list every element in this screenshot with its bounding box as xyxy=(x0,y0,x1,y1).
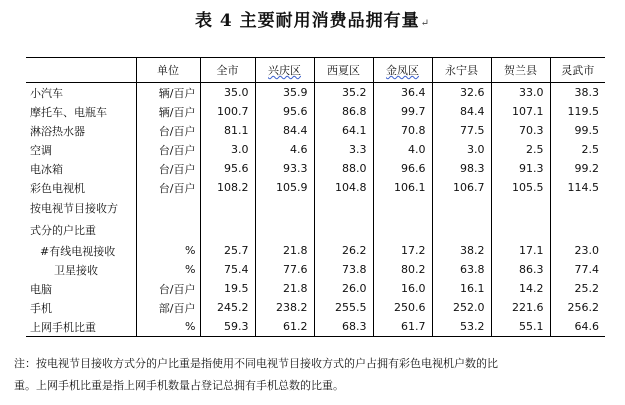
row-value: 80.2 xyxy=(373,260,432,279)
row-value: 55.1 xyxy=(491,317,550,337)
row-item-label: 小汽车 xyxy=(30,86,63,100)
empty-cell xyxy=(432,219,491,241)
header-unit: 单位 xyxy=(136,58,200,83)
table-title-text: 表 4 主要耐用消费品拥有量 xyxy=(194,11,420,31)
row-item-label: 摩托车、电瓶车 xyxy=(30,105,107,119)
row-value: 107.1 xyxy=(491,102,550,121)
row-value: 95.6 xyxy=(200,159,255,178)
row-value: 99.2 xyxy=(550,159,605,178)
row-value: 70.3 xyxy=(491,121,550,140)
row-value: 32.6 xyxy=(432,83,491,103)
table-row xyxy=(26,178,605,197)
row-value: 3.0 xyxy=(432,140,491,159)
row-value: 84.4 xyxy=(255,121,314,140)
row-value: 88.0 xyxy=(314,159,373,178)
row-value: 75.4 xyxy=(200,260,255,279)
empty-cell xyxy=(373,197,432,219)
table-row xyxy=(26,121,605,140)
row-value: 108.2 xyxy=(200,178,255,197)
row-value: 81.1 xyxy=(200,121,255,140)
row-value: 91.3 xyxy=(491,159,550,178)
row-item-label: 电冰箱 xyxy=(30,162,63,176)
empty-cell xyxy=(255,197,314,219)
row-value: 3.3 xyxy=(314,140,373,159)
row-value: 250.6 xyxy=(373,298,432,317)
row-value: 86.3 xyxy=(491,260,550,279)
category-label: 式分的户比重 xyxy=(30,224,96,237)
empty-cell xyxy=(550,197,605,219)
table-row xyxy=(26,260,605,279)
row-value: 26.2 xyxy=(314,241,373,260)
empty-cell xyxy=(255,219,314,241)
row-value: 63.8 xyxy=(432,260,491,279)
row-value: 17.1 xyxy=(491,241,550,260)
empty-cell xyxy=(200,197,255,219)
row-value: 68.3 xyxy=(314,317,373,337)
row-value: 98.3 xyxy=(432,159,491,178)
row-unit: % xyxy=(136,241,200,260)
row-value: 70.8 xyxy=(373,121,432,140)
row-value: 38.3 xyxy=(550,83,605,103)
table-row xyxy=(26,317,605,337)
row-value: 255.5 xyxy=(314,298,373,317)
row-value: 3.0 xyxy=(200,140,255,159)
row-value: 16.1 xyxy=(432,279,491,298)
row-item-label: 电脑 xyxy=(30,282,52,296)
consumer-goods-table xyxy=(26,57,605,337)
row-item-label: 彩色电视机 xyxy=(30,181,85,195)
table-row xyxy=(26,102,605,121)
row-value: 105.5 xyxy=(491,178,550,197)
row-value: 256.2 xyxy=(550,298,605,317)
row-unit: 台/百户 xyxy=(136,121,200,140)
header-helan: 贺兰县 xyxy=(491,58,550,83)
header-xingqing: 兴庆区 xyxy=(255,58,314,83)
row-value: 4.6 xyxy=(255,140,314,159)
empty-cell xyxy=(314,219,373,241)
empty-cell xyxy=(432,197,491,219)
row-value: 2.5 xyxy=(550,140,605,159)
row-value: 77.6 xyxy=(255,260,314,279)
row-item-label: 上网手机比重 xyxy=(26,317,136,337)
row-value: 238.2 xyxy=(255,298,314,317)
row-value: 35.9 xyxy=(255,83,314,103)
empty-cell xyxy=(200,219,255,241)
table-row xyxy=(26,159,605,178)
row-value: 95.6 xyxy=(255,102,314,121)
row-value: 99.7 xyxy=(373,102,432,121)
row-value: 16.0 xyxy=(373,279,432,298)
table-row xyxy=(26,241,605,260)
row-value: 2.5 xyxy=(491,140,550,159)
row-unit: 台/百户 xyxy=(136,140,200,159)
category-label: 按电视节目接收方 xyxy=(30,202,118,215)
row-unit: % xyxy=(136,260,200,279)
row-value: 14.2 xyxy=(491,279,550,298)
row-value: 119.5 xyxy=(550,102,605,121)
row-value: 4.0 xyxy=(373,140,432,159)
row-value: 36.4 xyxy=(373,83,432,103)
row-value: 61.2 xyxy=(255,317,314,337)
row-value: 35.0 xyxy=(200,83,255,103)
table-row xyxy=(26,298,605,317)
row-value: 61.7 xyxy=(373,317,432,337)
row-value: 221.6 xyxy=(491,298,550,317)
row-unit: 辆/百户 xyxy=(136,83,200,103)
row-value: 35.2 xyxy=(314,83,373,103)
row-value: 106.1 xyxy=(373,178,432,197)
row-unit: 部/百户 xyxy=(136,298,200,317)
return-mark: ↵ xyxy=(420,18,431,29)
row-value: 23.0 xyxy=(550,241,605,260)
row-value: 17.2 xyxy=(373,241,432,260)
row-value: 114.5 xyxy=(550,178,605,197)
empty-cell xyxy=(136,219,200,241)
footnote xyxy=(14,353,614,397)
row-value: 26.0 xyxy=(314,279,373,298)
table-row xyxy=(26,279,605,298)
table-title xyxy=(0,6,625,31)
category-row xyxy=(26,197,605,219)
row-value: 93.3 xyxy=(255,159,314,178)
empty-cell xyxy=(491,219,550,241)
row-value: 100.7 xyxy=(200,102,255,121)
row-value: 99.5 xyxy=(550,121,605,140)
row-unit: % xyxy=(136,317,200,337)
row-value: 33.0 xyxy=(491,83,550,103)
row-value: 21.8 xyxy=(255,241,314,260)
header-lingwu: 灵武市 xyxy=(550,58,605,83)
row-value: 25.2 xyxy=(550,279,605,298)
row-value: 105.9 xyxy=(255,178,314,197)
row-value: 73.8 xyxy=(314,260,373,279)
row-item-label: #有线电视接收 xyxy=(40,244,116,258)
row-unit: 辆/百户 xyxy=(136,102,200,121)
empty-cell xyxy=(136,197,200,219)
row-value: 77.4 xyxy=(550,260,605,279)
row-item-label: 卫星接收 xyxy=(54,263,98,277)
row-value: 245.2 xyxy=(200,298,255,317)
row-unit: 台/百户 xyxy=(136,178,200,197)
row-value: 38.2 xyxy=(432,241,491,260)
category-row xyxy=(26,219,605,241)
empty-cell xyxy=(550,219,605,241)
row-value: 19.5 xyxy=(200,279,255,298)
header-yongning: 永宁县 xyxy=(432,58,491,83)
row-value: 252.0 xyxy=(432,298,491,317)
row-value: 104.8 xyxy=(314,178,373,197)
row-item-label: 空调 xyxy=(30,143,52,157)
footnote-line-2: 重。上网手机比重是指上网手机数量占登记总拥有手机总数的比重。 xyxy=(14,379,344,392)
empty-cell xyxy=(314,197,373,219)
row-unit: 台/百户 xyxy=(136,279,200,298)
row-value: 84.4 xyxy=(432,102,491,121)
row-value: 21.8 xyxy=(255,279,314,298)
row-value: 59.3 xyxy=(200,317,255,337)
table-row xyxy=(26,83,605,103)
row-value: 64.6 xyxy=(550,317,605,337)
table-row xyxy=(26,140,605,159)
row-unit: 台/百户 xyxy=(136,159,200,178)
row-item-label: 淋浴热水器 xyxy=(30,124,85,138)
empty-cell xyxy=(373,219,432,241)
header-item xyxy=(26,58,136,83)
row-value: 96.6 xyxy=(373,159,432,178)
footnote-line-1: 注：按电视节目接收方式分的户比重是指使用不同电视节目接收方式的户占拥有彩色电视机户数的比 xyxy=(14,357,498,370)
header-jinfeng: 金凤区 xyxy=(373,58,432,83)
empty-cell xyxy=(491,197,550,219)
header-city: 全市 xyxy=(200,58,255,83)
header-row xyxy=(26,58,605,83)
row-value: 77.5 xyxy=(432,121,491,140)
row-value: 106.7 xyxy=(432,178,491,197)
row-value: 25.7 xyxy=(200,241,255,260)
row-value: 86.8 xyxy=(314,102,373,121)
row-value: 64.1 xyxy=(314,121,373,140)
row-value: 53.2 xyxy=(432,317,491,337)
row-item-label: 手机 xyxy=(30,301,52,315)
header-xixia: 西夏区 xyxy=(314,58,373,83)
